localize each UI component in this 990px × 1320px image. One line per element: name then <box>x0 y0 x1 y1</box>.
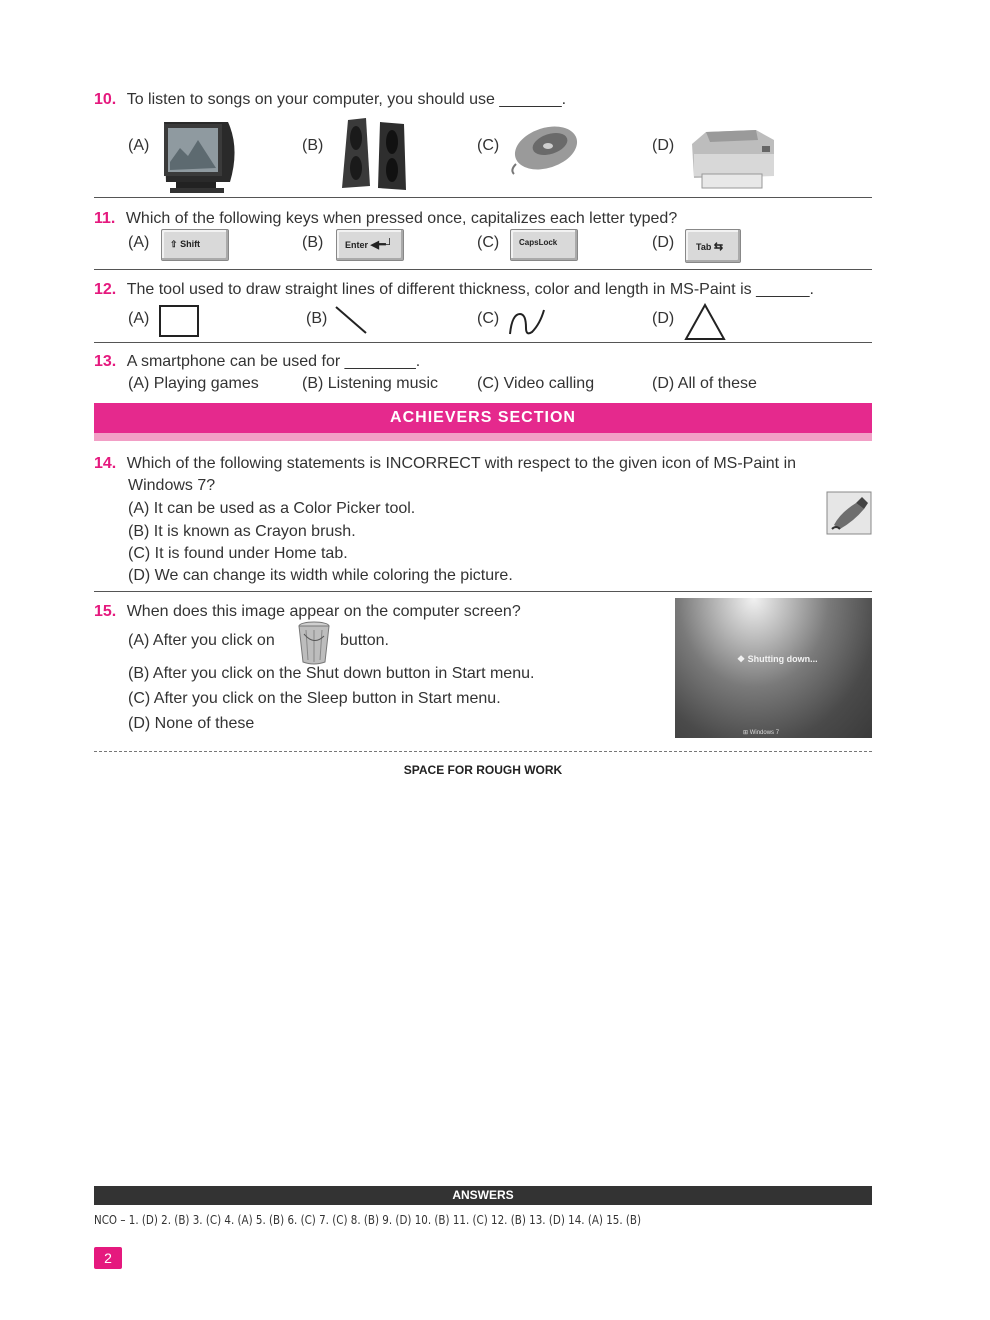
q10-number: 10. <box>94 91 117 108</box>
spinner-icon: ❖ <box>737 654 746 664</box>
q12-option-a-label: (A) <box>128 310 150 327</box>
q15-option-a-post: button. <box>340 632 389 649</box>
tab-key-image <box>685 229 741 263</box>
q14-option-b: (B) It is known as Crayon brush. <box>128 523 356 540</box>
q10-option-c-label: (C) <box>477 137 500 154</box>
line-tool-icon <box>334 305 368 335</box>
shutdown-screen-image <box>675 598 872 738</box>
shift-arrow-icon: ⇧ <box>170 239 178 249</box>
divider <box>94 591 872 592</box>
q13-text <box>94 353 420 371</box>
triangle-tool-icon <box>684 303 726 341</box>
q12-number: 12. <box>94 281 117 298</box>
divider <box>94 269 872 270</box>
divider <box>94 197 872 198</box>
q11-option-d-label: (D) <box>652 234 675 251</box>
answers-line: NCO – 1. (D) 2. (B) 3. (C) 4. (A) 5. (B) 6. (C) 7. (C) 8. (B) 9. (D) 10. (B) 11. (C) 12. (B) 13. (D) 14. (A) 15. (B) <box>94 1213 642 1227</box>
windows-brand-text: Windows 7 <box>749 730 780 736</box>
mouse-image <box>508 124 580 176</box>
q13-option-b: (B) Listening music <box>302 375 439 392</box>
speakers-image <box>338 116 410 192</box>
shutdown-status <box>737 654 818 665</box>
crt-monitor-image <box>158 118 242 194</box>
shutdown-status-text: Shutting down... <box>747 654 818 664</box>
divider <box>94 342 872 343</box>
answers-header: ANSWERS <box>94 1186 872 1205</box>
q12-option-c-label: (C) <box>477 310 500 327</box>
q12-option-b-label: (B) <box>306 310 328 327</box>
q11-number: 11. <box>94 210 116 227</box>
tab-arrows-icon: ⇆ <box>713 241 724 253</box>
q10-question: To listen to songs on your computer, you should use _______. <box>126 91 567 108</box>
q15-option-c: (C) After you click on the Sleep button in Start menu. <box>128 690 501 707</box>
q15-option-b: (B) After you click on the Shut down button in Start menu. <box>128 665 535 682</box>
q10-option-b-label: (B) <box>302 137 324 154</box>
q13-option-a: (A) Playing games <box>128 375 259 392</box>
achievers-section-underbar <box>94 433 872 441</box>
shift-key-image <box>161 229 229 261</box>
q15-option-d: (D) None of these <box>128 715 255 732</box>
q11-option-c-label: (C) <box>477 234 500 251</box>
q10-option-a-label: (A) <box>128 137 150 154</box>
q11-option-b-label: (B) <box>302 234 324 251</box>
enter-key-label: Enter <box>345 240 369 250</box>
q11-text <box>94 210 677 228</box>
enter-arrow-icon: ◀━┘ <box>370 239 394 251</box>
q15-option-a-pre: (A) After you click on <box>128 632 275 649</box>
q11-option-a-label: (A) <box>128 234 150 251</box>
q12-text <box>94 281 814 299</box>
q14-option-a: (A) It can be used as a Color Picker tool. <box>128 500 416 517</box>
recycle-bin-icon <box>296 620 332 666</box>
curve-tool-icon <box>508 308 546 338</box>
capslock-key-image <box>510 229 578 261</box>
q12-question: The tool used to draw straight lines of different thickness, color and length in MS-Paint is ______. <box>126 281 814 298</box>
shift-key-label: Shift <box>180 239 201 249</box>
q10-option-d-label: (D) <box>652 137 675 154</box>
page-number: 2 <box>94 1247 122 1269</box>
printer-image <box>686 126 782 192</box>
q15-question: When does this image appear on the computer screen? <box>126 603 521 620</box>
q13-option-c: (C) Video calling <box>477 375 595 392</box>
q13-option-d: (D) All of these <box>652 375 757 392</box>
capslock-key-label: CapsLock <box>519 238 558 247</box>
q11-question: Which of the following keys when pressed once, capitalizes each letter typed? <box>125 210 678 227</box>
windows-logo-icon: ⊞ <box>743 730 749 736</box>
windows-brand <box>743 729 779 736</box>
color-picker-icon <box>826 491 872 535</box>
dashed-divider <box>94 751 872 752</box>
q10-text <box>94 91 566 109</box>
enter-key-image <box>336 229 404 261</box>
q14-text <box>94 455 872 473</box>
q14-option-d: (D) We can change its width while coloring the picture. <box>128 567 513 584</box>
q14-number: 14. <box>94 455 117 472</box>
rectangle-tool-icon <box>159 305 199 337</box>
q14-question-line1: Which of the following statements is INCORRECT with respect to the given icon of MS-Paint in <box>126 455 797 472</box>
q14-question-line2: Windows 7? <box>128 477 216 494</box>
rough-work-label: SPACE FOR ROUGH WORK <box>403 763 563 777</box>
q12-option-d-label: (D) <box>652 310 675 327</box>
q13-number: 13. <box>94 353 117 370</box>
q15-number: 15. <box>94 603 117 620</box>
q13-question: A smartphone can be used for ________. <box>126 353 421 370</box>
q15-text <box>94 603 521 621</box>
q14-option-c: (C) It is found under Home tab. <box>128 545 348 562</box>
achievers-section-header: ACHIEVERS SECTION <box>94 403 872 433</box>
tab-key-label: Tab <box>696 242 712 252</box>
